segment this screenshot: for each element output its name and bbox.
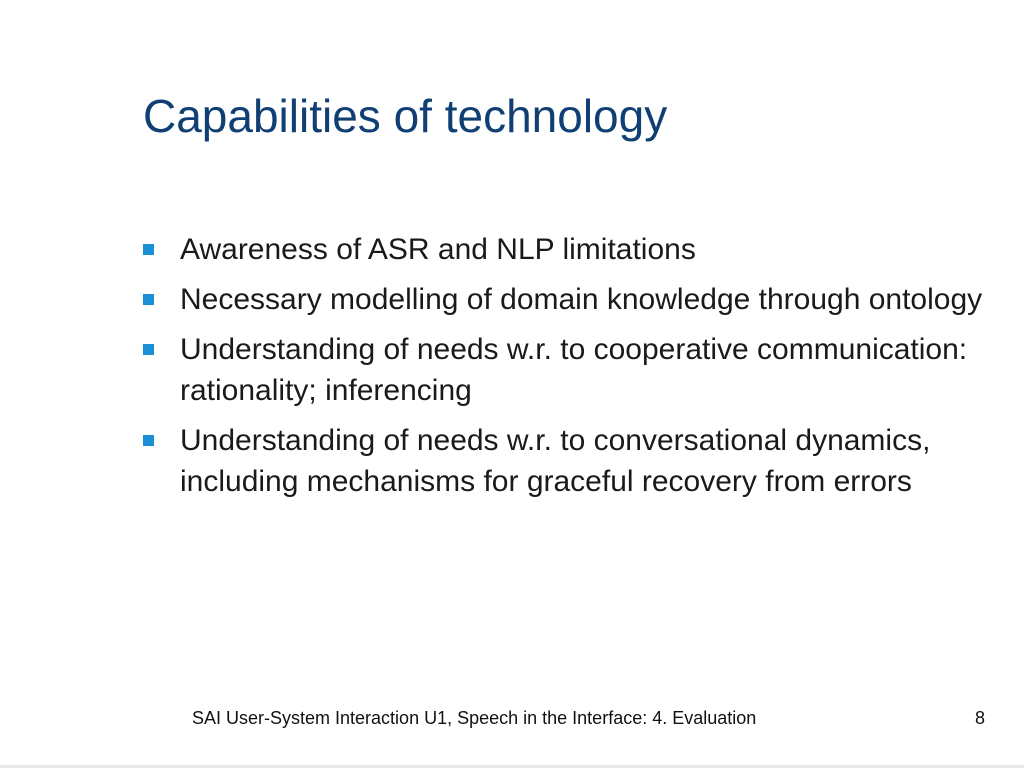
bullet-item [143, 279, 983, 320]
slide-footer: SAI User-System Interaction U1, Speech in the Interface: 4. Evaluation [192, 708, 757, 728]
bullet-item [143, 229, 983, 270]
slide-title: Capabilities of technology [143, 90, 668, 142]
bullet-text: Understanding of needs w.r. to cooperative communication: rationality; inferencing [180, 333, 968, 407]
bullet-text: Awareness of ASR and NLP limitations [180, 233, 696, 266]
bullet-text: Understanding of needs w.r. to conversational dynamics, including mechanisms for graceful recovery from errors [180, 424, 931, 498]
bullet-item [143, 329, 983, 411]
square-bullet-icon [143, 344, 154, 355]
square-bullet-icon [143, 244, 154, 255]
page-number: 8 [975, 708, 986, 728]
square-bullet-icon [143, 435, 154, 446]
bullet-text: Necessary modelling of domain knowledge through ontology [180, 283, 983, 316]
bullet-item [143, 420, 983, 502]
bullet-list [143, 229, 983, 511]
square-bullet-icon [143, 294, 154, 305]
